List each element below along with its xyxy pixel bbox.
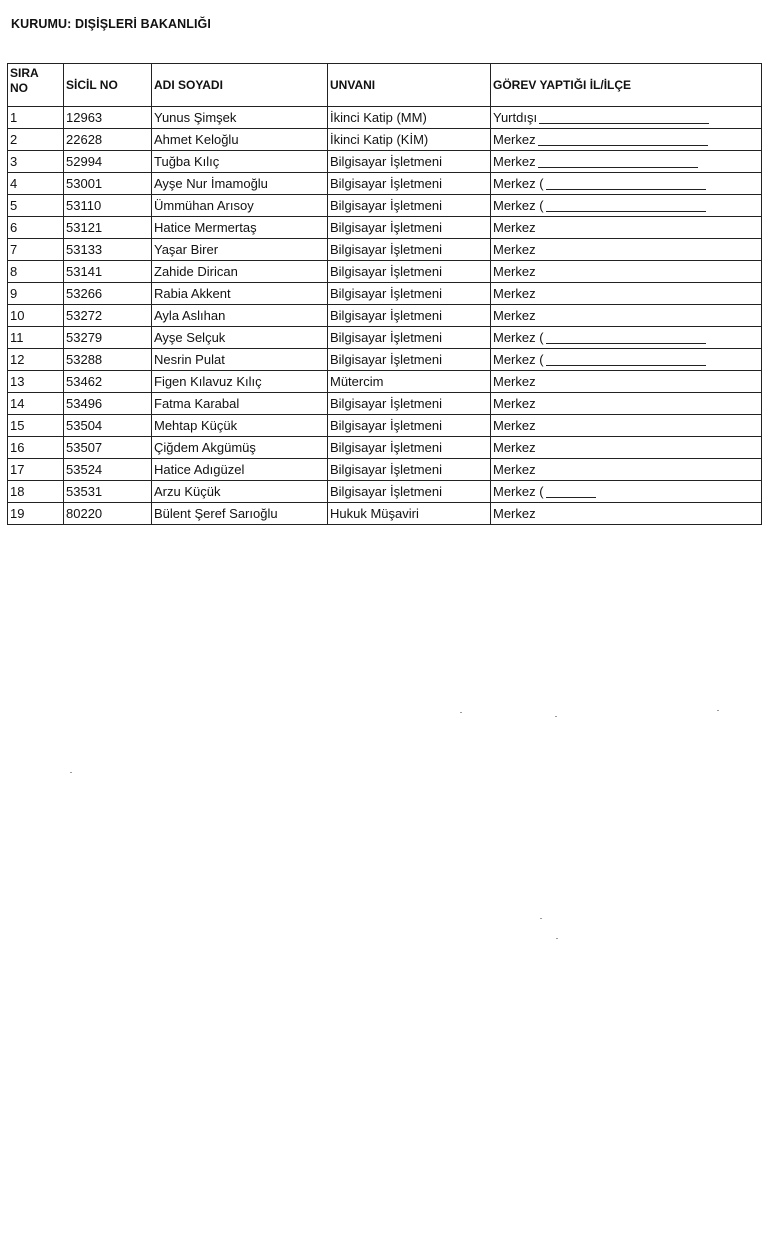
- cell-sicil-no: [64, 195, 152, 217]
- table-row: [8, 239, 762, 261]
- redacted-area: [538, 132, 708, 146]
- scan-speck: [555, 716, 557, 717]
- cell-gorev-yeri: [491, 261, 762, 283]
- table-row: [8, 195, 762, 217]
- cell-sira-no-text: 11: [10, 330, 24, 345]
- header-gorev-yeri: GÖREV YAPTIĞI İL/İLÇE: [491, 64, 762, 107]
- cell-unvani-text: Bilgisayar İşletmeni: [330, 330, 442, 345]
- cell-sicil-no-text: 80220: [66, 506, 103, 521]
- cell-unvani-text: Bilgisayar İşletmeni: [330, 308, 442, 323]
- cell-sicil-no: [64, 349, 152, 371]
- cell-unvani-text: Bilgisayar İşletmeni: [330, 440, 442, 455]
- header-adi-soyadi: ADI SOYADI: [152, 64, 328, 107]
- cell-gorev-yeri-text: Merkez: [493, 220, 536, 235]
- cell-unvani-text: Bilgisayar İşletmeni: [330, 242, 442, 257]
- table-body: [8, 107, 762, 525]
- cell-gorev-yeri-text: Merkez: [493, 308, 536, 323]
- redacted-area: [546, 176, 706, 190]
- header-sira-line2: NO: [10, 81, 28, 95]
- cell-gorev-yeri-text: Merkez: [493, 462, 536, 477]
- cell-gorev-yeri: [491, 151, 762, 173]
- cell-sicil-no: [64, 393, 152, 415]
- redacted-area: [538, 154, 698, 168]
- cell-sicil-no: [64, 371, 152, 393]
- cell-sira-no: [8, 261, 64, 283]
- cell-sicil-no-text: 53141: [66, 264, 103, 279]
- cell-adi-soyadi: [152, 459, 328, 481]
- cell-sicil-no-text: 53288: [66, 352, 103, 367]
- cell-sicil-no-text: 12963: [66, 110, 103, 125]
- cell-adi-soyadi-text: Bülent Şeref Sarıoğlu: [154, 506, 278, 521]
- cell-sicil-no-text: 53121: [66, 220, 103, 235]
- cell-sira-no: [8, 195, 64, 217]
- cell-unvani: [328, 107, 491, 129]
- cell-gorev-yeri-text: Merkez: [493, 440, 536, 455]
- cell-gorev-yeri: [491, 415, 762, 437]
- cell-sira-no: [8, 283, 64, 305]
- cell-unvani: [328, 459, 491, 481]
- cell-sira-no: [8, 107, 64, 129]
- cell-unvani-text: Bilgisayar İşletmeni: [330, 176, 442, 191]
- cell-sicil-no-text: 53279: [66, 330, 103, 345]
- cell-unvani-text: Bilgisayar İşletmeni: [330, 418, 442, 433]
- cell-sicil-no: [64, 217, 152, 239]
- cell-gorev-yeri: [491, 459, 762, 481]
- cell-adi-soyadi: [152, 195, 328, 217]
- cell-adi-soyadi: [152, 107, 328, 129]
- table-row: [8, 349, 762, 371]
- cell-gorev-yeri: [491, 349, 762, 371]
- cell-adi-soyadi: [152, 217, 328, 239]
- cell-sicil-no-text: 53496: [66, 396, 103, 411]
- cell-adi-soyadi: [152, 239, 328, 261]
- cell-gorev-yeri-text: Merkez: [493, 242, 536, 257]
- cell-sicil-no: [64, 107, 152, 129]
- cell-unvani: [328, 173, 491, 195]
- cell-gorev-yeri-text: Merkez: [493, 154, 536, 169]
- cell-sicil-no-text: 52994: [66, 154, 103, 169]
- cell-gorev-yeri-text: Merkez: [493, 374, 536, 389]
- cell-gorev-yeri: [491, 107, 762, 129]
- cell-adi-soyadi-text: Ümmühan Arısoy: [154, 198, 254, 213]
- cell-sira-no: [8, 239, 64, 261]
- cell-sicil-no-text: 53531: [66, 484, 103, 499]
- cell-sira-no-text: 8: [10, 264, 18, 279]
- redacted-area: [546, 352, 706, 366]
- table-row: [8, 283, 762, 305]
- cell-sira-no: [8, 437, 64, 459]
- cell-unvani-text: Bilgisayar İşletmeni: [330, 484, 442, 499]
- page-title: KURUMU: DIŞİŞLERİ BAKANLIĞI: [11, 17, 211, 31]
- cell-sicil-no-text: 53507: [66, 440, 103, 455]
- cell-sicil-no: [64, 415, 152, 437]
- cell-adi-soyadi: [152, 349, 328, 371]
- cell-unvani: [328, 239, 491, 261]
- cell-sira-no-text: 7: [10, 242, 18, 257]
- cell-adi-soyadi: [152, 503, 328, 525]
- table-row: [8, 261, 762, 283]
- cell-unvani: [328, 327, 491, 349]
- cell-sira-no-text: 19: [10, 506, 25, 521]
- cell-unvani: [328, 437, 491, 459]
- header-row: [8, 64, 762, 107]
- cell-gorev-yeri: [491, 195, 762, 217]
- cell-gorev-yeri-text: Merkez (: [493, 330, 544, 345]
- cell-unvani-text: Bilgisayar İşletmeni: [330, 220, 442, 235]
- cell-sicil-no-text: 53110: [66, 198, 102, 213]
- cell-adi-soyadi-text: Figen Kılavuz Kılıç: [154, 374, 262, 389]
- cell-sira-no-text: 1: [10, 110, 18, 125]
- cell-unvani-text: İkinci Katip (KİM): [330, 132, 429, 147]
- table-row: [8, 173, 762, 195]
- cell-gorev-yeri-text: Merkez: [493, 396, 536, 411]
- cell-gorev-yeri: [491, 503, 762, 525]
- cell-sira-no: [8, 217, 64, 239]
- header-unvani: UNVANI: [328, 64, 491, 107]
- table-row: [8, 481, 762, 503]
- cell-adi-soyadi-text: Zahide Dirican: [154, 264, 238, 279]
- table-row: [8, 415, 762, 437]
- cell-gorev-yeri: [491, 437, 762, 459]
- header-sicil-no: SİCİL NO: [64, 64, 152, 107]
- redacted-area: [546, 330, 706, 344]
- cell-unvani: [328, 371, 491, 393]
- cell-adi-soyadi: [152, 305, 328, 327]
- cell-adi-soyadi: [152, 393, 328, 415]
- table-row: [8, 503, 762, 525]
- cell-adi-soyadi-text: Fatma Karabal: [154, 396, 240, 411]
- cell-unvani: [328, 129, 491, 151]
- cell-sira-no-text: 12: [10, 352, 25, 367]
- cell-gorev-yeri-text: Merkez: [493, 418, 536, 433]
- scan-speck: [556, 938, 558, 939]
- cell-sira-no: [8, 481, 64, 503]
- cell-unvani-text: Bilgisayar İşletmeni: [330, 154, 442, 169]
- scan-speck: [460, 712, 462, 713]
- cell-gorev-yeri: [491, 283, 762, 305]
- cell-sicil-no-text: 53524: [66, 462, 103, 477]
- cell-adi-soyadi-text: Rabia Akkent: [154, 286, 231, 301]
- cell-sira-no-text: 10: [10, 308, 25, 323]
- cell-sira-no: [8, 503, 64, 525]
- cell-gorev-yeri-text: Merkez: [493, 132, 536, 147]
- cell-gorev-yeri: [491, 305, 762, 327]
- cell-sicil-no: [64, 481, 152, 503]
- cell-unvani: [328, 217, 491, 239]
- cell-adi-soyadi: [152, 371, 328, 393]
- cell-adi-soyadi-text: Nesrin Pulat: [154, 352, 225, 367]
- cell-sicil-no-text: 53504: [66, 418, 103, 433]
- cell-adi-soyadi: [152, 415, 328, 437]
- cell-unvani: [328, 151, 491, 173]
- cell-adi-soyadi: [152, 481, 328, 503]
- redacted-area: [546, 198, 706, 212]
- table-row: [8, 437, 762, 459]
- cell-sicil-no: [64, 173, 152, 195]
- cell-gorev-yeri: [491, 239, 762, 261]
- table-row: [8, 151, 762, 173]
- cell-unvani: [328, 503, 491, 525]
- cell-sira-no-text: 13: [10, 374, 25, 389]
- cell-adi-soyadi: [152, 151, 328, 173]
- cell-sicil-no: [64, 305, 152, 327]
- cell-sicil-no: [64, 459, 152, 481]
- cell-sicil-no: [64, 261, 152, 283]
- cell-sira-no-text: 4: [10, 176, 18, 191]
- cell-sira-no-text: 6: [10, 220, 18, 235]
- cell-sira-no: [8, 393, 64, 415]
- table-row: [8, 327, 762, 349]
- cell-unvani-text: Bilgisayar İşletmeni: [330, 396, 442, 411]
- cell-sira-no-text: 2: [10, 132, 18, 147]
- table-row: [8, 393, 762, 415]
- cell-unvani: [328, 415, 491, 437]
- cell-adi-soyadi-text: Arzu Küçük: [154, 484, 221, 499]
- cell-sira-no-text: 9: [10, 286, 18, 301]
- cell-adi-soyadi-text: Mehtap Küçük: [154, 418, 238, 433]
- cell-adi-soyadi-text: Ayşe Selçuk: [154, 330, 226, 345]
- cell-adi-soyadi-text: Çiğdem Akgümüş: [154, 440, 256, 455]
- scan-speck: [70, 772, 72, 773]
- cell-gorev-yeri-text: Merkez (: [493, 352, 544, 367]
- cell-sira-no-text: 14: [10, 396, 25, 411]
- redacted-area: [539, 110, 709, 124]
- cell-sira-no: [8, 371, 64, 393]
- cell-unvani: [328, 261, 491, 283]
- cell-gorev-yeri-text: Merkez (: [493, 198, 544, 213]
- cell-sicil-no-text: 22628: [66, 132, 103, 147]
- cell-unvani-text: Hukuk Müşaviri: [330, 506, 419, 521]
- cell-gorev-yeri: [491, 481, 762, 503]
- cell-unvani-text: Bilgisayar İşletmeni: [330, 198, 442, 213]
- cell-sira-no: [8, 173, 64, 195]
- cell-gorev-yeri: [491, 371, 762, 393]
- cell-unvani: [328, 305, 491, 327]
- cell-unvani: [328, 393, 491, 415]
- cell-sicil-no-text: 53001: [66, 176, 103, 191]
- cell-unvani-text: Bilgisayar İşletmeni: [330, 352, 442, 367]
- cell-gorev-yeri: [491, 217, 762, 239]
- cell-sira-no-text: 15: [10, 418, 25, 433]
- cell-sicil-no: [64, 151, 152, 173]
- cell-gorev-yeri: [491, 173, 762, 195]
- personnel-table: [7, 63, 762, 525]
- cell-gorev-yeri-text: Merkez: [493, 286, 536, 301]
- header-sira-no: [8, 64, 64, 107]
- cell-sicil-no: [64, 129, 152, 151]
- cell-sicil-no: [64, 239, 152, 261]
- cell-sira-no: [8, 415, 64, 437]
- cell-adi-soyadi-text: Ayla Aslıhan: [154, 308, 226, 323]
- cell-adi-soyadi: [152, 173, 328, 195]
- cell-gorev-yeri-text: Yurtdışı: [493, 110, 538, 125]
- table-row: [8, 129, 762, 151]
- table-row: [8, 459, 762, 481]
- cell-sicil-no: [64, 283, 152, 305]
- table-row: [8, 107, 762, 129]
- cell-sira-no: [8, 349, 64, 371]
- cell-adi-soyadi-text: Yaşar Birer: [154, 242, 219, 257]
- cell-gorev-yeri-text: Merkez (: [493, 176, 544, 191]
- redacted-area: [546, 484, 596, 498]
- cell-adi-soyadi-text: Tuğba Kılıç: [154, 154, 220, 169]
- cell-adi-soyadi-text: Hatice Adıgüzel: [154, 462, 245, 477]
- cell-adi-soyadi-text: Hatice Mermertaş: [154, 220, 257, 235]
- cell-unvani: [328, 481, 491, 503]
- cell-unvani-text: Bilgisayar İşletmeni: [330, 264, 442, 279]
- cell-sira-no-text: 16: [10, 440, 25, 455]
- cell-sicil-no-text: 53266: [66, 286, 103, 301]
- cell-sira-no: [8, 129, 64, 151]
- table-header: [8, 64, 762, 107]
- cell-sicil-no-text: 53133: [66, 242, 103, 257]
- cell-sicil-no-text: 53272: [66, 308, 103, 323]
- cell-adi-soyadi: [152, 437, 328, 459]
- cell-gorev-yeri: [491, 393, 762, 415]
- cell-adi-soyadi: [152, 129, 328, 151]
- cell-gorev-yeri-text: Merkez: [493, 264, 536, 279]
- header-sira-line1: SIRA: [10, 66, 39, 80]
- cell-gorev-yeri-text: Merkez: [493, 506, 536, 521]
- cell-unvani: [328, 349, 491, 371]
- cell-unvani: [328, 195, 491, 217]
- scan-speck: [717, 710, 719, 711]
- cell-adi-soyadi: [152, 261, 328, 283]
- cell-sira-no: [8, 327, 64, 349]
- cell-unvani: [328, 283, 491, 305]
- cell-unvani-text: Mütercim: [330, 374, 384, 389]
- cell-sira-no: [8, 151, 64, 173]
- cell-sira-no-text: 3: [10, 154, 18, 169]
- cell-sicil-no: [64, 327, 152, 349]
- cell-adi-soyadi-text: Ahmet Keloğlu: [154, 132, 239, 147]
- cell-gorev-yeri-text: Merkez (: [493, 484, 544, 499]
- cell-gorev-yeri: [491, 327, 762, 349]
- cell-gorev-yeri: [491, 129, 762, 151]
- cell-sira-no-text: 18: [10, 484, 25, 499]
- cell-sira-no-text: 17: [10, 462, 25, 477]
- cell-sira-no: [8, 459, 64, 481]
- table-row: [8, 371, 762, 393]
- cell-sicil-no: [64, 503, 152, 525]
- table-row: [8, 305, 762, 327]
- scan-speck: [540, 918, 542, 919]
- cell-unvani-text: Bilgisayar İşletmeni: [330, 286, 442, 301]
- table-row: [8, 217, 762, 239]
- cell-adi-soyadi-text: Ayşe Nur İmamoğlu: [154, 176, 268, 191]
- cell-adi-soyadi: [152, 283, 328, 305]
- cell-unvani-text: İkinci Katip (MM): [330, 110, 427, 125]
- cell-sira-no: [8, 305, 64, 327]
- cell-unvani-text: Bilgisayar İşletmeni: [330, 462, 442, 477]
- cell-sicil-no-text: 53462: [66, 374, 103, 389]
- cell-adi-soyadi: [152, 327, 328, 349]
- cell-sicil-no: [64, 437, 152, 459]
- cell-adi-soyadi-text: Yunus Şimşek: [154, 110, 237, 125]
- cell-sira-no-text: 5: [10, 198, 18, 213]
